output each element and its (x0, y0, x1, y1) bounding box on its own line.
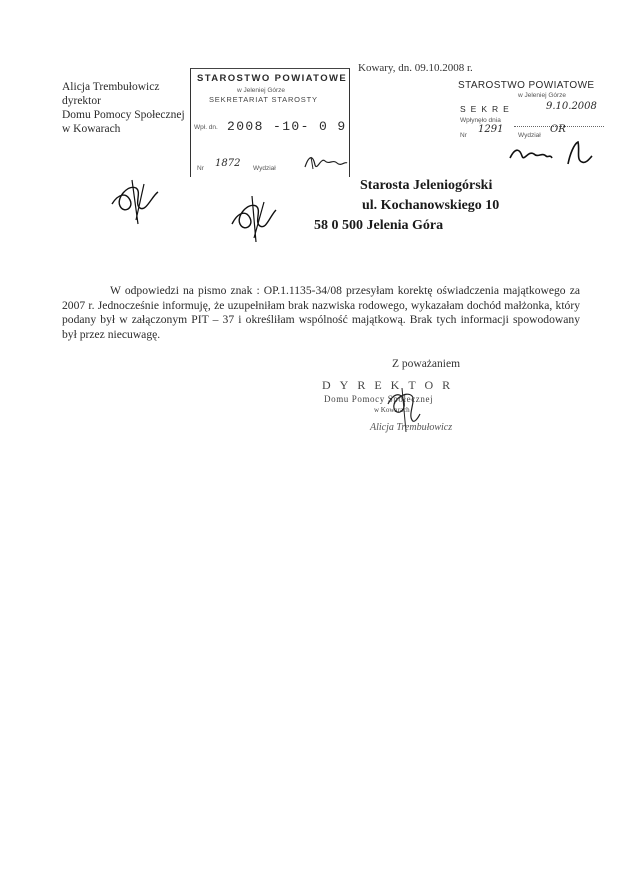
date-line: Kowary, dn. 09.10.2008 r. (358, 62, 473, 74)
sender-city: w Kowarach (62, 123, 121, 135)
office-number-label: Nr (460, 132, 467, 139)
letter-body: W odpowiedzi na pismo znak : OP.1.1135-34/08 przesyłam korektę oświadczenia majątkowego za 2007 r. Jednocześnie informuję, że uzupełniłam brak nazwiska rodowego, wykazałam dochód małżonka, który podany był w załączonym PIT – 37 i określiłam wspólność majątkową. Brak tych informacji spowodowany był przez niecuwagę. (62, 284, 580, 341)
office-number-value: 1291 (478, 124, 504, 135)
recipient-line1: Starosta Jeleniogórski (360, 178, 493, 193)
office-stamp-office: SEKRE (460, 104, 514, 114)
office-dept-label: Wydział (518, 132, 541, 139)
recipient-line3: 58 0 500 Jelenia Góra (314, 218, 444, 233)
paraph-mark-center (228, 190, 280, 246)
registry-stamp-office: SEKRETARIAT STAROSTY (209, 95, 318, 104)
recipient-line2: ul. Kochanowskiego 10 (362, 198, 500, 213)
registry-received-label: Wpł. dn. (194, 124, 218, 131)
registry-received-date: 2008 -10- 0 9 (227, 119, 347, 134)
closing: Z poważaniem (392, 358, 461, 370)
registry-number-label: Nr (197, 165, 204, 172)
office-stamp-subtitle: w Jeleniej Górze (518, 92, 567, 99)
registry-stamp-subtitle: w Jeleniej Górze (237, 87, 286, 94)
signatory-name: Alicja Trembułowicz (370, 422, 453, 433)
registry-stamp-title: STAROSTWO POWIATOWE (197, 73, 348, 84)
director-stamp-title: DYREKTOR (322, 378, 460, 392)
office-dept-value: OR (550, 124, 566, 135)
director-stamp-line3: w Kowarach (374, 406, 410, 414)
registry-signature (303, 151, 349, 173)
office-stamp-title: STAROSTWO POWIATOWE (458, 80, 595, 91)
office-signature (508, 140, 594, 168)
office-stamp (458, 80, 610, 160)
office-handwritten-date: 9.10.2008 (546, 101, 597, 112)
sender-title: dyrektor (62, 95, 101, 107)
paraph-mark-left (108, 174, 164, 230)
recipient-block (314, 176, 500, 236)
sender-name: Alicja Trembułowicz (62, 81, 160, 93)
registry-number-value: 1872 (215, 158, 241, 169)
director-stamp-line2: Domu Pomocy Społecznej (324, 394, 434, 404)
registry-dept-label: Wydział (253, 165, 276, 172)
sender-institution: Domu Pomocy Społecznej (62, 109, 185, 121)
registry-stamp (190, 68, 350, 177)
office-received-label: Wpłynęło dnia (460, 117, 501, 124)
sender-block (62, 80, 185, 136)
